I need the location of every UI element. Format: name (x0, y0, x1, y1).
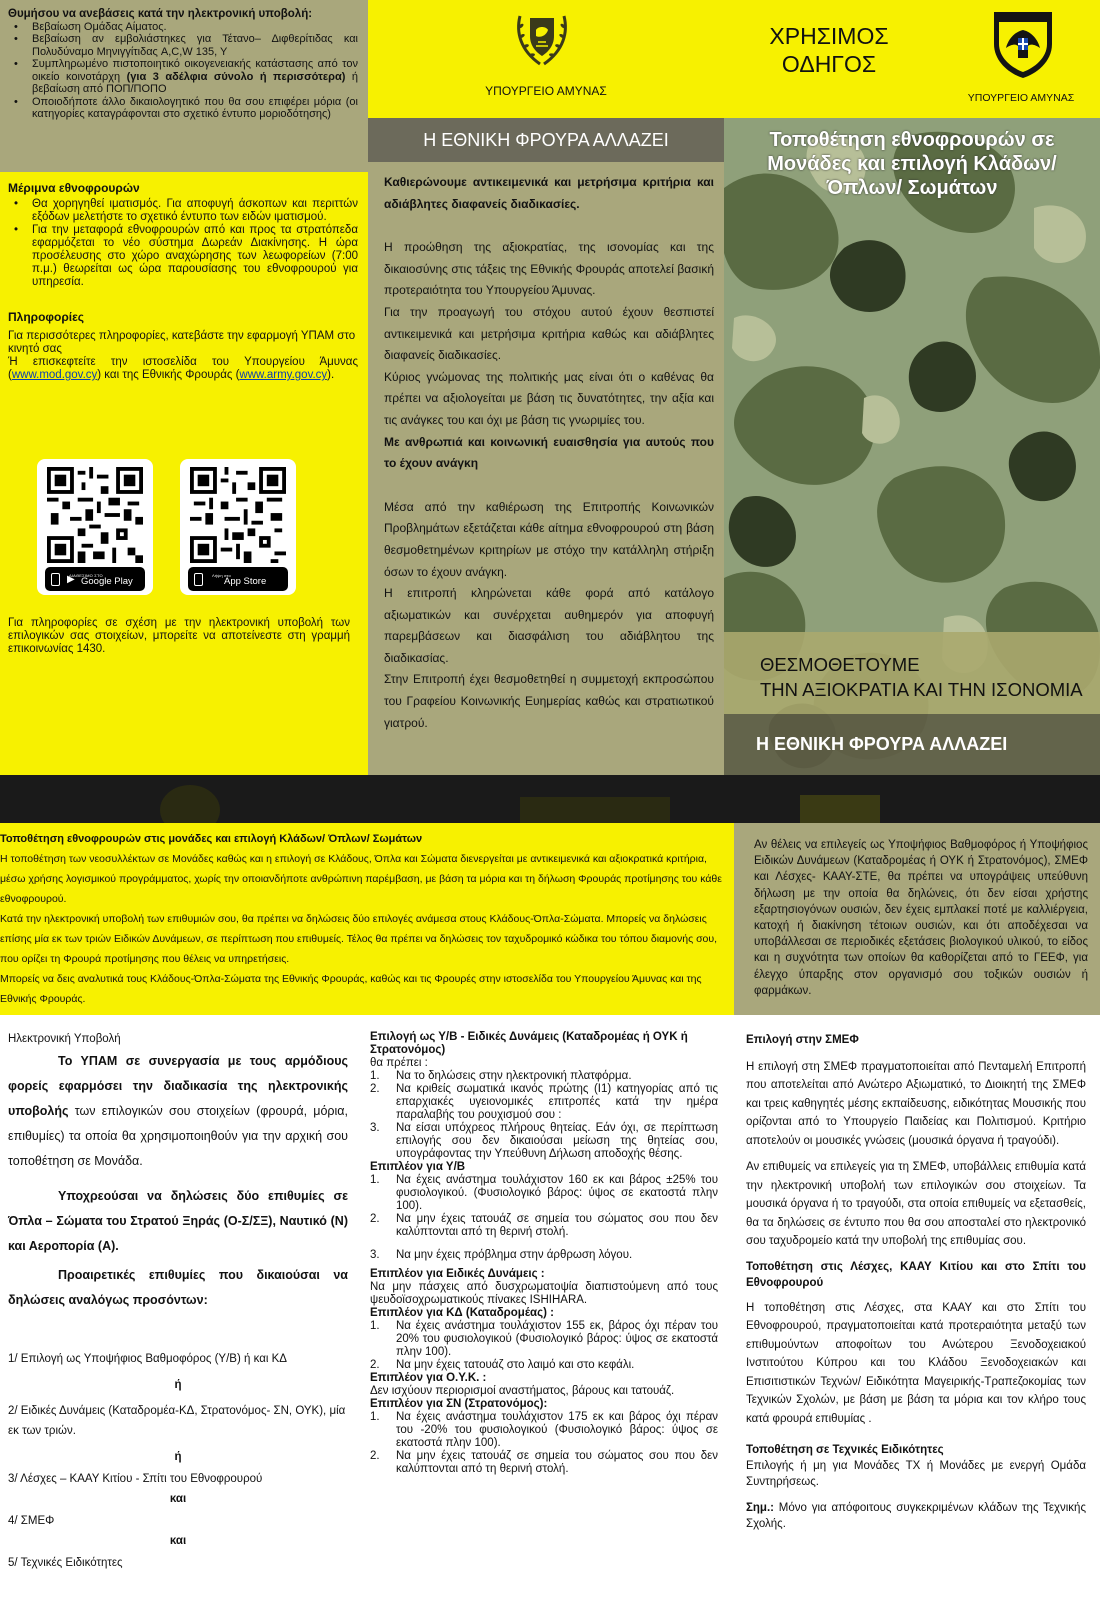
guide-title-line: ΧΡΗΣΙΜΟΣ (769, 23, 889, 49)
subheading: Τοποθέτηση σε Τεχνικές Ειδικότητες (746, 1444, 944, 1456)
paragraph: Μπορείς να δεις αναλυτικά τους Κλάδους-Όπλα-Σώματα της Εθνικής Φρουράς, καθώς και τις Φρουρές στην ιστοσελίδα του Υπουργείου Άμυνας και της Εθνικής Φρουράς. (0, 973, 702, 1005)
option-connector: και (169, 1535, 187, 1547)
paragraph: Στην Επιτροπή έχει θεσμοθετηθεί η συμμετοχή εκπροσώπου του Γραφείου Κοινωνικής Ευημερίας καθώς και στρατιωτικού γιατρού. (384, 672, 714, 730)
electronic-submission-column (8, 1031, 348, 1573)
list-item (370, 1320, 718, 1359)
list-text: Να το δηλώσεις στην ηλεκτρονική πλατφόρμα. (396, 1070, 632, 1082)
social-heading: Με ανθρωπιά και κοινωνική ευαισθησία για αυτούς που το έχουν ανάγκη (384, 434, 714, 471)
mod-website-link[interactable]: www.mod.gov.cy (11, 369, 98, 381)
subheading: Επιπλέον για ΚΔ (Καταδρομέας) : (370, 1307, 554, 1319)
list-item: • Βεβαίωση αν εμβολιάστηκες για Τέτανο– Διφθερίτιδας και Πολυδύναμο Μηνιγγίτιδας A,C,W 135, Y (10, 33, 358, 58)
option-connector: ή (174, 1451, 182, 1463)
army-website-link[interactable]: www.army.gov.cy (239, 369, 328, 381)
subheading: Επιπλέον για ΣΝ (Στρατονόμος): (370, 1398, 548, 1410)
slogan-band: Η ΕΘΝΙΚΗ ΦΡΟΥΡΑ ΑΛΛΑΖΕΙ (368, 118, 724, 162)
info-text: ). (327, 369, 335, 381)
google-play-triangle-icon: ▶ (67, 574, 75, 585)
list-item: • Για την μεταφορά εθνοφρουρών από και προς τα στρατόπεδα εφαρμόζεται το νέο σύστημα Δωρεάν Διακίνησης. Η ώρα προσέλευσης στο χώρο αναχώρησης των λεωφορείων (7:00 π.μ.) θεωρείται ως ώρα παρουσίασης του εθνοφρουρού για υπηρεσία. (10, 224, 358, 289)
list-number: 2. (370, 1083, 380, 1095)
yb-requirements-list (370, 1174, 718, 1262)
paragraph: Επιλογής ή μη για Μονάδες ΤΧ ή Μονάδες με ενεργή Ομάδα Συντηρήσεως. (746, 1460, 1086, 1488)
list-item (370, 1083, 718, 1122)
option-item: 4/ ΣΜΕΦ (8, 1515, 55, 1527)
badge-label: Google Play (81, 576, 133, 587)
paragraph: Η προώθηση της αξιοκρατίας, της ισονομίας και της δικαιοσύνης στις τάξεις της Εθνικής Φρουράς αποτελεί βασική προτεραιότητα του Υπουργείου Άμυνας. (384, 240, 714, 298)
list-number: 2. (370, 1450, 380, 1462)
paragraph: Η επιλογή στη ΣΜΕΦ πραγματοποιείται από Πενταμελή Επιτροπή που αποτελείται από Ανώτερο Αξιωματικό, το Διοικητή της ΣΜΕΦ και τρεις καθηγητές μέσης εκπαίδευσης, ειδικότητας Μουσικής που ορίζονται από το Υπουργείο Παιδείας και Πολιτισμού. Κριτήριο αποτελούν οι μουσικές γνώσεις (μουσικά όργανα ή τραγούδι). (746, 1060, 1086, 1147)
list-text: Να έχεις ανάστημα τουλάχιστον 160 εκ και βάρος ±25% του φυσιολογικού. (Φυσιολογικό βάρος: ύψος σε εκατοστά πλην 100). (396, 1174, 718, 1212)
cover-header (724, 0, 1100, 118)
declaration-section: Αν θέλεις να επιλεγείς ως Υποψήφιος Βαθμοφόρος ή Υποψήφιος Ειδικών Δυνάμεων (Καταδρομέας ή ΟΥΚ ή Στρατονόμος), ΣΜΕΦ και Λέσχες- ΚΑΑΥ-ΣΤΕ, θα πρέπει να υπογράψεις υπεύθυνη δήλωση με την οποία θα δηλώνεις, ότι δεν είσαι χρήστης εξαρτησιογόνων ουσιών, δεν έχεις εμπλακεί ποτέ με καλλιέργεια, κατοχή ή διακίνηση τέτοιων ουσιών, και ότι αποδέχεσαι να υποβάλλεσαι σε περιοδικές εξετάσεις βιολογικού υλικού, το είδος και η συχνότητα των οποίων θα καθορίζεται από το ΓΕΕΦ, για έλεγχο ύπαρξης στον οργανισμό σου τοξικών ουσιών ή φαρμάκων. (734, 823, 1100, 1015)
requirements-column (370, 1031, 718, 1476)
list-text: Να μην έχεις τατουάζ σε σημεία του σώματος σου που δεν καλύπτονται από τη θερινή στολή. (396, 1213, 718, 1238)
ghost-shape (160, 785, 220, 823)
column-heading: Ηλεκτρονική Υποβολή (8, 1033, 121, 1045)
list-item (370, 1411, 718, 1450)
list-item: • Θα χορηγηθεί ιματισμός. Για αποφυγή άσκοπων και περιττών εξόδων μελετήστε το σχετικό έντυπο των ειδών ιματισμού. (10, 198, 358, 224)
guide-title-line: ΟΔΗΓΟΣ (781, 51, 877, 77)
paragraph (8, 1049, 348, 1174)
special-units-column (746, 1031, 1086, 1532)
qr-code-icon (47, 467, 143, 563)
brochure-inner-side (0, 823, 1100, 1597)
subheading: Επιπλέον για Ο.Υ.Κ. : (370, 1372, 487, 1384)
info-links (8, 356, 358, 382)
note (746, 1500, 1086, 1532)
list-text: Να μην έχεις τατουάζ σε σημεία του σώματος σου που δεν καλύπτονται από τη θερινή στολή. (396, 1450, 718, 1475)
slogan-band: Η ΕΘΝΙΚΗ ΦΡΟΥΡΑ ΑΛΛΑΖΕΙ (724, 714, 1100, 775)
column-heading: Επιλογή στην ΣΜΕΦ (746, 1034, 859, 1046)
option-item: 1/ Επιλογή ως Υποψήφιος Βαθμοφόρος (Υ/Β) ή και ΚΔ (8, 1353, 287, 1365)
list-item: • Βεβαίωση Ομάδας Αίματος. (10, 21, 358, 34)
info-heading: Πληροφορίες (8, 310, 85, 324)
list-number: 1. (370, 1174, 380, 1186)
list-item (370, 1122, 718, 1161)
motto-block (724, 632, 1100, 775)
paragraph: Να μην πάσχεις από δυσχρωματοψία διαπιστούμενη από τους ψευδοϊσοχρωματικούς πίνακες ISHIHARA. (370, 1281, 718, 1306)
page-separator (0, 775, 1100, 823)
list-text: Να είσαι υπόχρεος πλήρους θητείας. Εάν όχι, σε περίπτωση επιλογής σου δεν δικαιούσαι μείωση της θητείας σου, υπογράφοντας την Υπεύθυνη Δήλωση αποδοχής θέσης. (396, 1122, 718, 1160)
paragraph: Κατά την ηλεκτρονική υποβολή των επιθυμιών σου, θα πρέπει να δηλώσεις δύο επιλογές ανάμεσα στους Κλάδους-Όπλα-Σώματα. Μπορείς να δηλώσεις επίσης μία εκ των τριών Ειδικών Δυνάμεων, σε περίπτωση που επιθυμείς. Τέλος θα πρέπει να δηλώσεις τον ταχυδρομικό κώδικα του τόπου διαμονής σου, που ορίζει τη Φρουρά προτίμησης που θέλεις να υπηρετήσεις. (0, 913, 718, 965)
back-panel-column (368, 0, 724, 775)
brochure-outer-side (0, 0, 1100, 775)
reminder-list (10, 21, 358, 121)
inner-flap-column (0, 0, 368, 775)
google-play-qr-card[interactable] (37, 459, 153, 595)
list-number: 3. (370, 1122, 380, 1134)
placement-heading: Τοποθέτηση εθνοφρουρών στις μονάδες και επιλογή Κλάδων/ Όπλων/ Σωμάτων (0, 833, 423, 845)
phone-icon (51, 573, 60, 586)
subheading: Τοποθέτηση στις Λέσχες, ΚΑΑΥ Κιτίου και στο Σπίτι του Εθνοφρουρού (746, 1260, 1086, 1289)
column-heading: Επιλογή ως Υ/Β - Ειδικές Δυνάμεις (Καταδρομέας ή ΟΥΚ ή Στρατονόμος) (370, 1031, 688, 1056)
option-connector: και (169, 1493, 187, 1505)
kd-requirements-list (370, 1320, 718, 1372)
list-item (370, 1249, 718, 1262)
camouflage-background (724, 118, 1100, 775)
option-item: 2/ Ειδικές Δυνάμεις (Καταδρομέα-ΚΔ, Στρατονόμος- ΣΝ, ΟΥΚ), μία εκ των τριών. (8, 1405, 346, 1437)
note-text: Μόνο για απόφοιτους συγκεκριμένων κλάδων της Τεχνικής Σχολής. (746, 1502, 1086, 1530)
paragraph: Κύριος γνώμονας της πολιτικής μας είναι ότι ο καθένας θα πρέπει να αξιολογείται με βάση τις δυνατότητες, την αξία και τις ανάγκες του και όχι με βάση τις γνωριμίες του. (384, 369, 714, 427)
ghost-shape (800, 795, 880, 823)
qr-code-icon (190, 467, 286, 563)
motto-line: ΘΕΣΜΟΘΕΤΟΥΜΕ (760, 654, 920, 675)
list-item-text: Συμπληρωμένο πιστοποιητικό οικογενειακής κατάστασης από τον οικείο κοινοτάρχη (32, 58, 358, 83)
helpline-text: Για πληροφορίες σε σχέση με την ηλεκτρονική υποβολή των επιλογικών σας στοιχείων, μπορείτε να αποτείνεστε στη γραμμή επικοινωνίας 1430. (8, 617, 350, 655)
paragraph: Η τοποθέτηση στις Λέσχες, στα ΚΑΑΥ και στο Σπίτι του Εθνοφρουρού, πραγματοποιείται κατά προτεραιότητα μεταξύ των επιθυμούντων αποφοίτων του Ανώτερου Ξενοδοχειακού Ινστιτούτου Κύπρου και του Κλάδου Ξενοδοχειακών και Επισιτιστικών Τεχνών/ Ειδικότητα Μαγειρικής-Τραπεζοκομίας των Τεχνικών Σχολών, με βάση με βάση τα μόρια και τον κλήρο τους κατά φρουρά επιθυμίας . (746, 1301, 1086, 1425)
badge-small-text: Λήψη στο (212, 573, 231, 578)
list-text: Να κριθείς σωματικά ικανός πρώτης (Ι1) κατηγορίας από τις επαρχιακές υγειονομικές επιτροπές κατά την ημέρα παραλαβής του ρουχισμού σου : (396, 1083, 718, 1121)
list-item (370, 1070, 718, 1083)
placement-intro-section (0, 823, 734, 1015)
ghost-shape (520, 797, 670, 823)
paragraph: Δεν ισχύουν περιορισμοί αναστήματος, βάρους και τατουάζ. (370, 1385, 675, 1397)
paragraph: Προαιρετικές επιθυμίες που δικαιούσαι να δηλώσεις αναλόγως προσόντων: (8, 1268, 348, 1307)
care-heading: Μέριμνα εθνοφρουρών (8, 181, 140, 195)
care-list (10, 198, 358, 289)
list-text: Να έχεις ανάστημα τουλάχιστον 175 εκ και βάρος όχι πέραν του -20% του φυσιολογικού (Φυσιολογικό βάρος: ύψος σε εκατοστά πλην 100). (396, 1411, 718, 1449)
list-text: Να έχεις ανάστημα τουλάχιστον 155 εκ, βάρος όχι πέραν του 20% του φυσιολογικού (Φυσιολογικό βάρος: ύψος σε εκατοστά πλην 100). (396, 1320, 718, 1358)
principles-text (368, 162, 724, 775)
ministry-name: ΥΠΟΥΡΓΕΙΟ ΑΜΥΝΑΣ (967, 92, 1075, 104)
care-info-section (0, 172, 368, 775)
subheading: Επιπλέον για Ειδικές Δυνάμεις : (370, 1268, 545, 1280)
phone-icon (194, 573, 203, 586)
motto-line: ΤΗΝ ΑΞΙΟΚΡΑΤΙΑ ΚΑΙ ΤΗΝ ΙΣΟΝΟΜΙΑ (760, 679, 1083, 700)
paragraph: Υποχρεούσαι να δηλώσεις δύο επιθυμίες σε Όπλα – Σώματα του Στρατού Ξηράς (Ο-Σ/ΣΞ), Ναυτικό (Ν) και Αεροπορία (Α). (8, 1189, 348, 1253)
list-item (370, 1359, 718, 1372)
subheading: Επιπλέον για Υ/Β (370, 1161, 466, 1173)
paragraph: Μέσα από την καθιέρωση της Επιτροπής Κοινωνικών Προβλημάτων εξετάζεται κάθε αίτημα εθνοφρουρού στη βάση θεσμοθετημένων κριτηρίων με στόχο την κατάλληλη στήριξη όσων το έχουν ανάγκη. (384, 499, 714, 579)
option-item: 5/ Τεχνικές Ειδικότητες (8, 1557, 123, 1569)
list-number: 2. (370, 1359, 380, 1371)
national-guard-emblem-icon (992, 10, 1054, 80)
requirements-intro: θα πρέπει : (370, 1057, 428, 1069)
info-text: Για περισσότερες πληροφορίες, κατεβάστε την εφαρμογή ΥΠΑΜ στο κινητό σας (8, 330, 356, 355)
google-play-badge[interactable] (45, 567, 145, 591)
option-item: 3/ Λέσχες – ΚΑΑΥ Κιτίου - Σπίτι του Εθνοφρουρού (8, 1473, 263, 1485)
paragraph: Η τοποθέτηση των νεοσυλλέκτων σε Μονάδες καθώς και η επιλογή σε Κλάδους, Όπλα και Σώματα διενεργείται με αντικειμενικά και αξιοκρατικά κριτήρια, μέσω χρήσης λογισμικού προγράμματος, χωρίς την οποιανδήποτε ανθρώπινη παρέμβαση, με βάση τα μόρια και τη δήλωση Φρουράς προτίμησης του κάθε εθνοφρουρού. (0, 853, 722, 905)
list-item: • Οποιοδήποτε άλλο δικαιολογητικό που θα σου επιφέρει μόρια (οι κατηγορίες καταγράφονται στο σχετικό έντυπο μοριοδότησης) (10, 96, 358, 121)
sn-requirements-list (370, 1411, 718, 1476)
cover-panel (724, 0, 1100, 775)
cyprus-emblem-icon (514, 6, 570, 70)
list-item (370, 1174, 718, 1213)
list-item (10, 58, 358, 96)
guide-title (754, 22, 904, 78)
reminder-heading: Θυμήσου να ανεβάσεις κατά την ηλεκτρονική υποβολή: (8, 8, 313, 20)
paragraph-bold: Το ΥΠΑΜ σε συνεργασία με τους αρμόδιους φορείς εφαρμόσει την διαδικασία της ηλεκτρονικής υποβολής (8, 1054, 348, 1118)
motto-box (724, 632, 1100, 714)
list-number: 3. (370, 1249, 380, 1261)
list-text: Να μην έχεις πρόβλημα στην άρθρωση λόγου. (396, 1249, 633, 1261)
reminder-section (0, 0, 368, 172)
principles-heading: Καθιερώνουμε αντικειμενικά και μετρήσιμα κριτήρια και αδιάβλητες διαφανείς διαδικασίες. (384, 175, 714, 211)
list-item (370, 1213, 718, 1239)
list-item-text: ή βεβαίωση από ΠΟΠ/ΠΟΠΟ (32, 70, 358, 95)
paragraph: Η επιτροπή κληρώνεται κάθε φορά από κατάλογο αξιωματικών και συνέρχεται αυθημερόν για αποφυγή παρεμβάσεων και διασφάλιση του αδιάβλητου της διαδικασίας. (384, 586, 714, 665)
list-number: 2. (370, 1213, 380, 1225)
info-text: ) και της Εθνικής Φρουράς ( (97, 369, 240, 381)
list-text: Να μην έχεις τατουάζ στο λαιμό και στο κεφάλι. (396, 1359, 635, 1371)
paragraph-text: των επιλογικών σου στοιχείων (φρουρά, μόρια, επιθυμίες) τα οποία θα χρησιμοποιηθούν για την αρχική σου τοποθέτηση σε Μονάδα. (8, 1104, 348, 1168)
note-label: Σημ.: (746, 1502, 774, 1514)
paragraph: Αν επιθυμείς να επιλεγείς για τη ΣΜΕΦ, υποβάλλεις επιθυμία κατά την ηλεκτρονική υποβολή των επιλογικών σου στοιχείων. Τα μουσικά όργανα ή το τραγούδι, στα οποία επιθυμείς να εξετασθείς, θα τα δηλώσεις σε έντυπο που θα σου αποσταλεί στο ηλεκτρονικό σου ταχυδρομείο κατά την υποβολή της επιθυμίας σου. (746, 1161, 1086, 1247)
list-number: 1. (370, 1320, 380, 1332)
list-number: 1. (370, 1070, 380, 1082)
general-requirements-list (370, 1070, 718, 1161)
app-store-qr-card[interactable] (180, 459, 296, 595)
ministry-header (368, 0, 724, 118)
paragraph: Για την προαγωγή του στόχου αυτού έχουν θεσπιστεί αντικειμενικά και μετρήσιμα κριτήρια καθώς και αδιάβλητες διαφανείς διαδικασίες. (384, 304, 714, 363)
motto-text (760, 652, 1083, 702)
app-store-badge[interactable] (188, 567, 288, 591)
info-text: Ή επισκεφτείτε την ιστοσελίδα του Υπουργείου Άμυνας ( (8, 356, 358, 381)
list-item-bold: (για 3 αδέλφια σύνολο ή περισσότερα) (126, 70, 346, 83)
list-item (370, 1450, 718, 1476)
list-number: 1. (370, 1411, 380, 1423)
badge-small-text: ΔΙΑΘΕΣΙΜΟ ΣΤΟ (69, 573, 103, 578)
ministry-name: ΥΠΟΥΡΓΕΙΟ ΑΜΥΝΑΣ (485, 84, 607, 98)
badge-label: App Store (224, 576, 267, 587)
option-connector: ή (174, 1379, 182, 1391)
cover-title: Τοποθέτηση εθνοφρουρών σε Μονάδες και επιλογή Κλάδων/ Όπλων/ Σωμάτων (767, 129, 1057, 199)
